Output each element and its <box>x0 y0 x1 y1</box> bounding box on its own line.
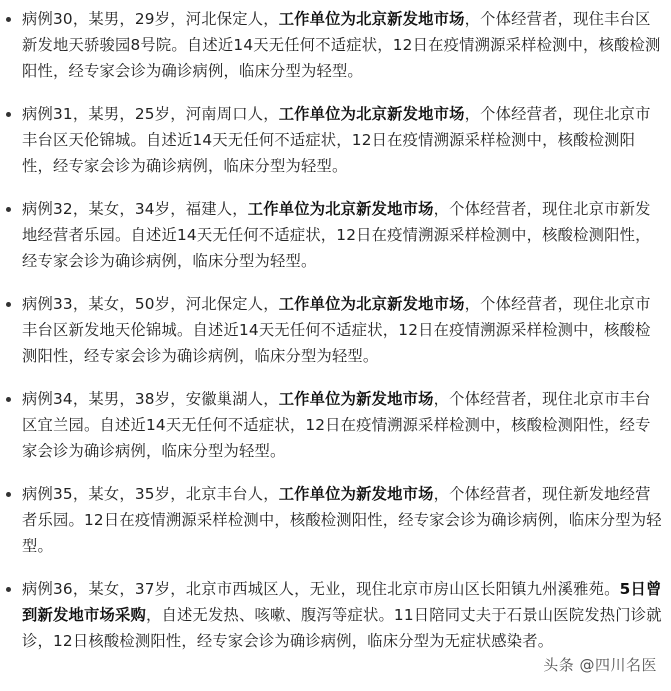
case-item-33 <box>0 291 671 369</box>
source-watermark: 头条 @四川名医 <box>543 656 657 674</box>
bullet-icon <box>6 112 11 117</box>
bullet-icon <box>6 492 11 497</box>
bullet-icon <box>6 587 11 592</box>
case-text: ，自述无发热、咳嗽、腹泻等症状。11日陪同丈夫于石景山医院发热门诊就诊，12日核酸检测阳性，经专家会诊为确诊病例，临床分型为无症状感染者。 <box>22 606 662 650</box>
case-item-34 <box>0 386 671 464</box>
case-text: ，个体经营者，现住北京市新发地经营者乐园。自述近14天无任何不适症状，12日在疫情溯源采样检测中，核酸检测阳性，经专家会诊为确诊病例，临床分型为轻型。 <box>22 200 651 270</box>
case-text: ，个体经营者，现住北京市丰台区新发地天伦锦城。自述近14天无任何不适症状，12日在疫情溯源采样检测中，核酸检测阳性，经专家会诊为确诊病例，临床分型为轻型。 <box>22 295 651 365</box>
case-text: ，个体经营者，现住北京市丰台区宜兰园。自述近14天无任何不适症状，12日在疫情溯源采样检测中，核酸检测阳性，经专家会诊为确诊病例，临床分型为轻型。 <box>22 390 651 460</box>
bullet-icon <box>6 397 11 402</box>
case-item-31 <box>0 101 671 179</box>
case-text: 病例31，某男，25岁，河南周口人， <box>22 105 279 123</box>
case-workplace-bold: 工作单位为北京新发地市场 <box>278 295 465 313</box>
case-text: 病例35，某女，35岁，北京丰台人， <box>22 485 279 503</box>
case-text: 病例30，某男，29岁，河北保定人， <box>22 10 279 28</box>
bullet-icon <box>6 302 11 307</box>
case-text: ，个体经营者，现住新发地经营者乐园。12日在疫情溯源采样检测中，核酸检测阳性，经专家会诊为确诊病例，临床分型为轻型。 <box>22 485 662 555</box>
case-text: ，个体经营者，现住北京市丰台区天伦锦城。自述近14天无任何不适症状，12日在疫情溯源采样检测中，核酸检测阳性，经专家会诊为确诊病例，临床分型为轻型。 <box>22 105 651 175</box>
case-exposure-bold: 5日曾到新发地市场采购 <box>22 580 662 624</box>
case-text: 病例32，某女，34岁，福建人， <box>22 200 248 218</box>
case-item-32 <box>0 196 671 274</box>
case-workplace-bold: 工作单位为新发地市场 <box>278 485 434 503</box>
case-text: 病例36，某女，37岁，北京市西城区人，无业，现住北京市房山区长阳镇九州溪雅苑。 <box>22 580 620 598</box>
bullet-icon <box>6 207 11 212</box>
case-workplace-bold: 工作单位为北京新发地市场 <box>278 105 465 123</box>
case-workplace-bold: 工作单位为北京新发地市场 <box>278 10 465 28</box>
case-workplace-bold: 工作单位为北京新发地市场 <box>247 200 434 218</box>
bullet-icon <box>6 17 11 22</box>
case-item-35 <box>0 481 671 559</box>
case-text: 病例34，某男，38岁，安徽巢湖人， <box>22 390 279 408</box>
case-text: ，个体经营者，现住丰台区新发地天骄骏园8号院。自述近14天无任何不适症状，12日在疫情溯源采样检测中，核酸检测阳性，经专家会诊为确诊病例，临床分型为轻型。 <box>22 10 661 80</box>
case-text: 病例33，某女，50岁，河北保定人， <box>22 295 279 313</box>
case-workplace-bold: 工作单位为新发地市场 <box>278 390 434 408</box>
case-item-30 <box>0 6 671 84</box>
